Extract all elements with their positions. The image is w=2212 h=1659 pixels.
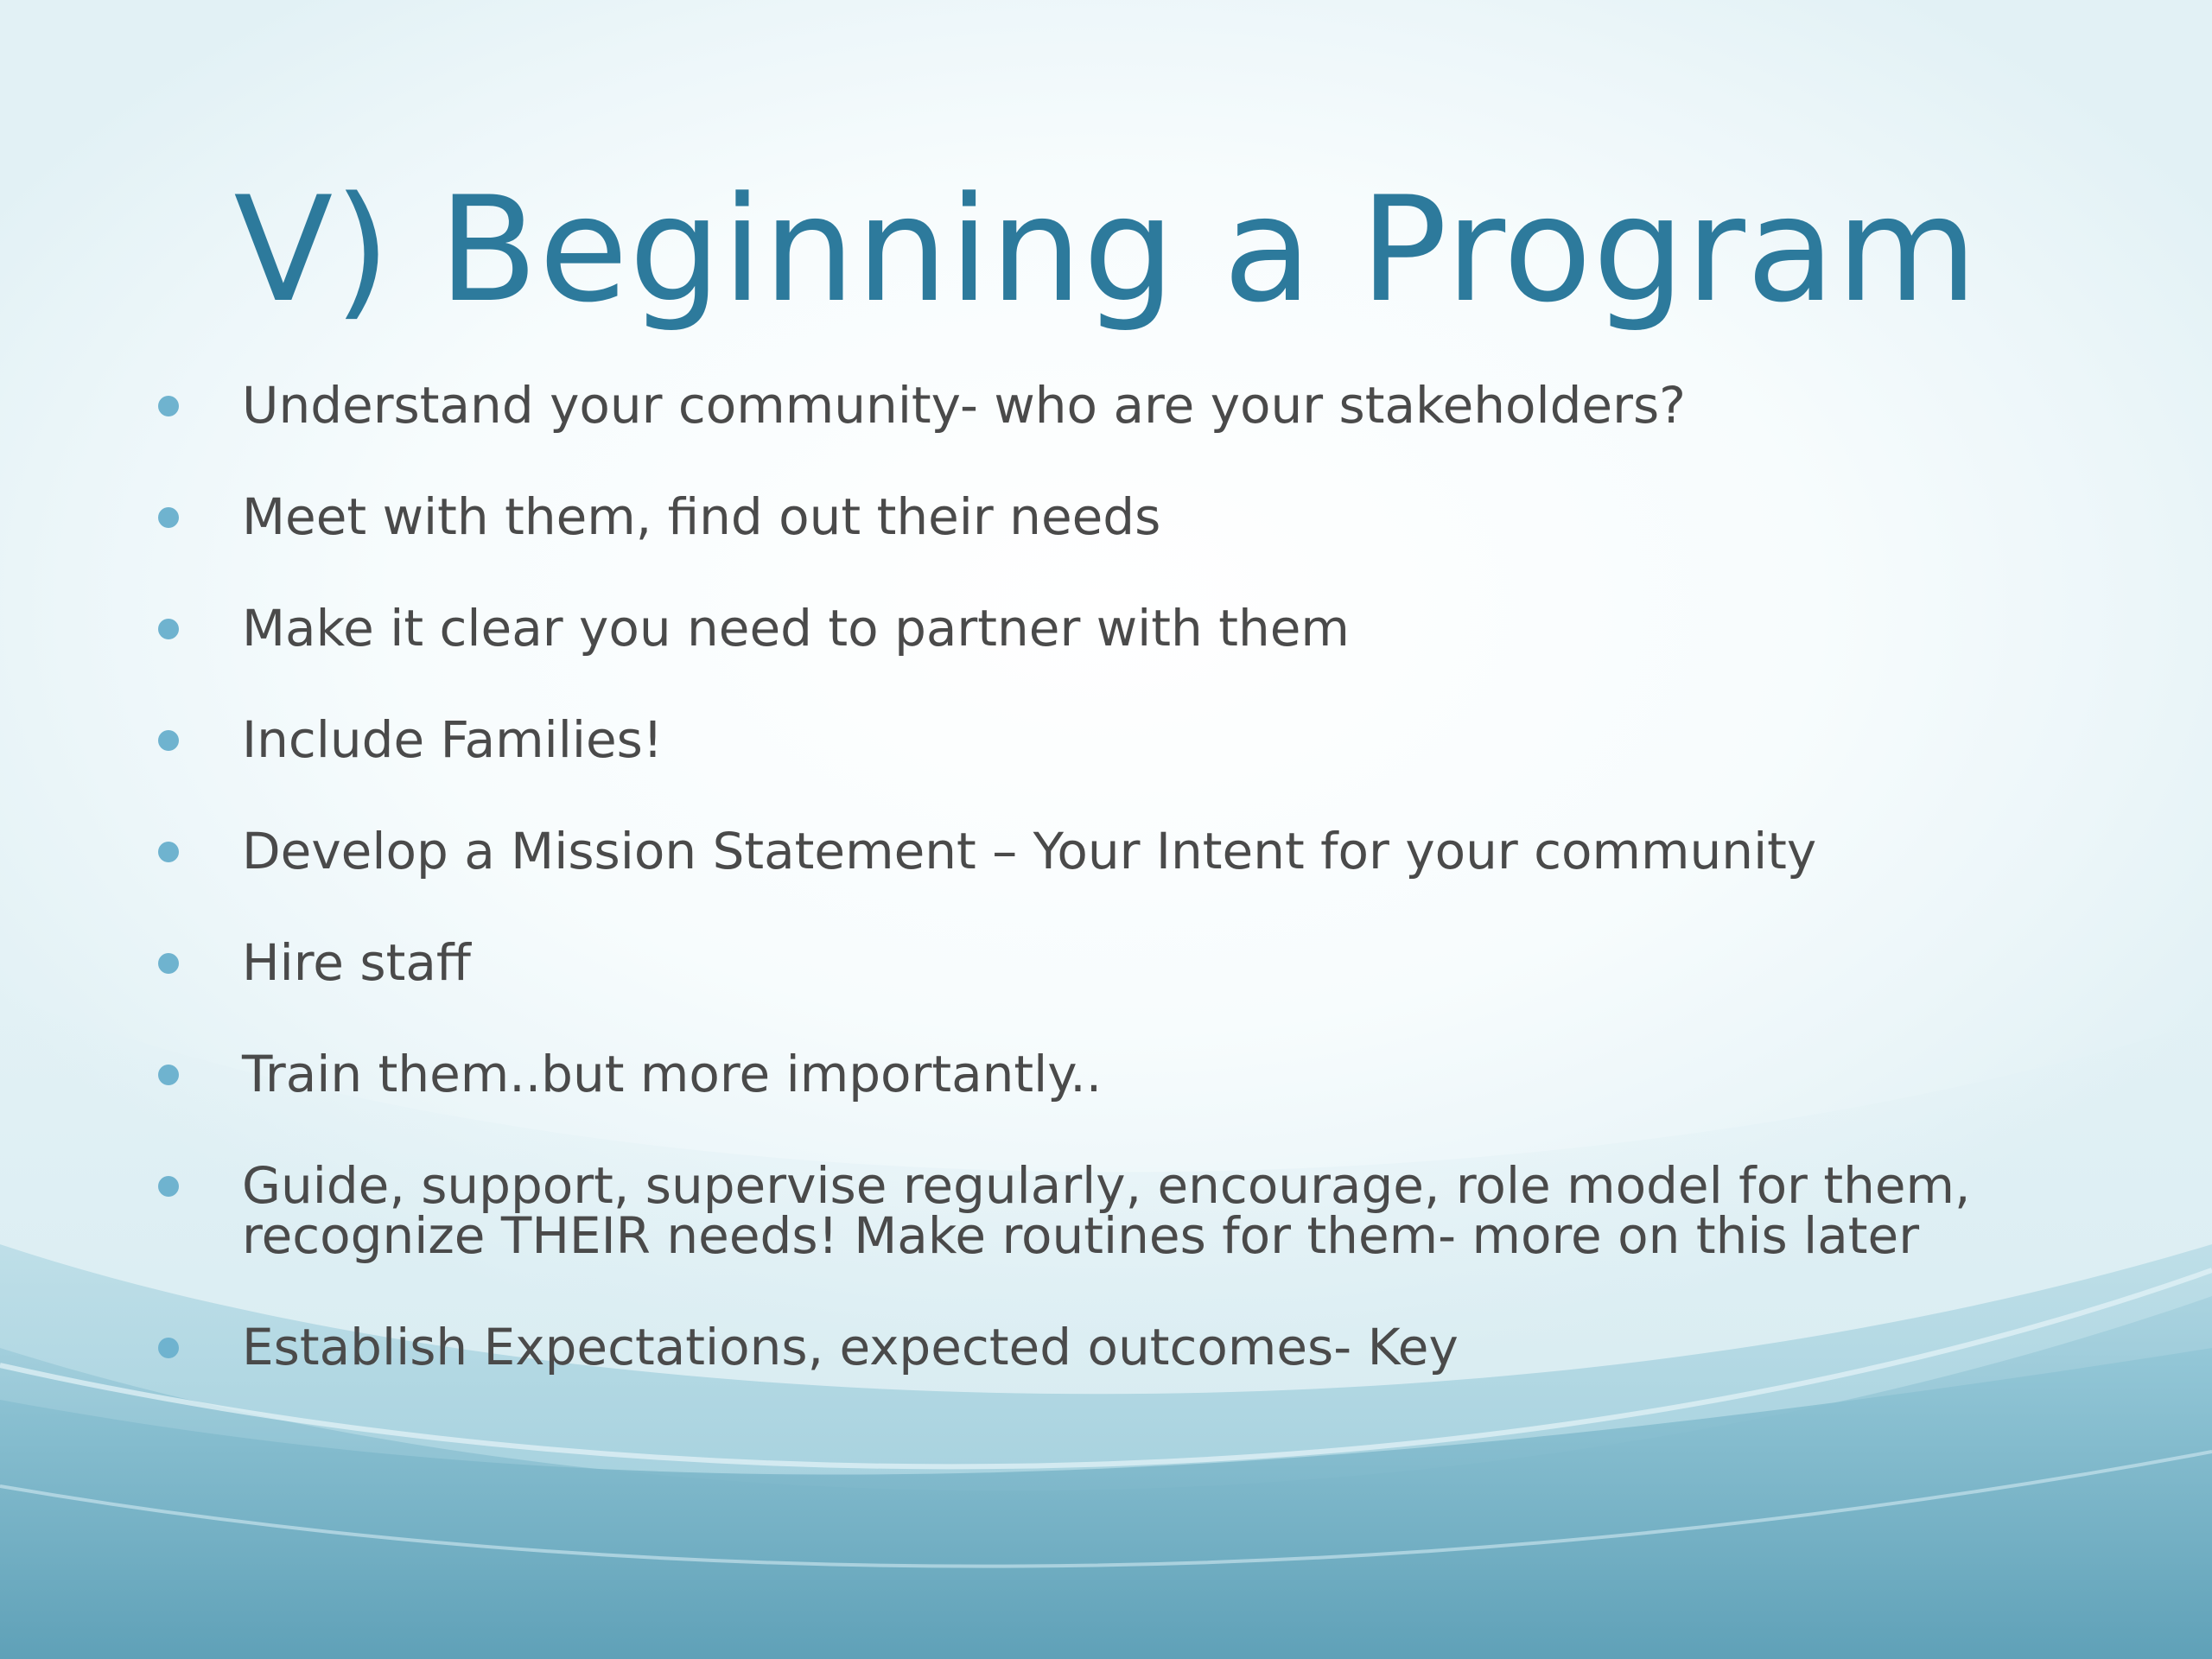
- bullet-list: [156, 376, 2100, 1433]
- bullet-item: [156, 710, 2100, 769]
- bullet-dot-icon: [158, 730, 179, 751]
- bullet-dot-icon: [158, 1176, 179, 1197]
- bullet-text: Train them..but more importantly..: [242, 1045, 1103, 1103]
- bullet-text: Make it clear you need to partner with them: [242, 599, 1350, 658]
- bullet-dot-icon: [158, 396, 179, 416]
- bullet-text: Establish Expectations, expected outcomes- Key: [242, 1318, 1459, 1376]
- bullet-item: [156, 487, 2100, 546]
- bullet-text: Meet with them, find out their needs: [242, 487, 1161, 546]
- bullet-text: Hire staff: [242, 933, 471, 992]
- bullet-text: Develop a Mission Statement – Your Intent for your community: [242, 822, 1817, 880]
- bullet-item: [156, 1156, 2100, 1265]
- bullet-dot-icon: [158, 842, 179, 862]
- bullet-item: [156, 599, 2100, 658]
- bullet-dot-icon: [158, 953, 179, 974]
- bullet-item: [156, 376, 2100, 435]
- bullet-item: [156, 933, 2100, 992]
- bullet-item: [156, 1045, 2100, 1103]
- bullet-dot-icon: [158, 1338, 179, 1358]
- bullet-text: Guide, support, supervise regularly, encourage, role model for them, recognize THEIR needs! Make routines for them- more on this later: [242, 1156, 1971, 1265]
- bullet-dot-icon: [158, 1065, 179, 1085]
- bullet-text: Include Families!: [242, 710, 664, 769]
- slide-title: V) Beginning a Program: [233, 165, 1979, 334]
- bullet-item: [156, 1318, 2100, 1376]
- bullet-text: Understand your community- who are your stakeholders?: [242, 376, 1686, 435]
- bullet-item: [156, 822, 2100, 880]
- bullet-dot-icon: [158, 507, 179, 528]
- bullet-dot-icon: [158, 619, 179, 639]
